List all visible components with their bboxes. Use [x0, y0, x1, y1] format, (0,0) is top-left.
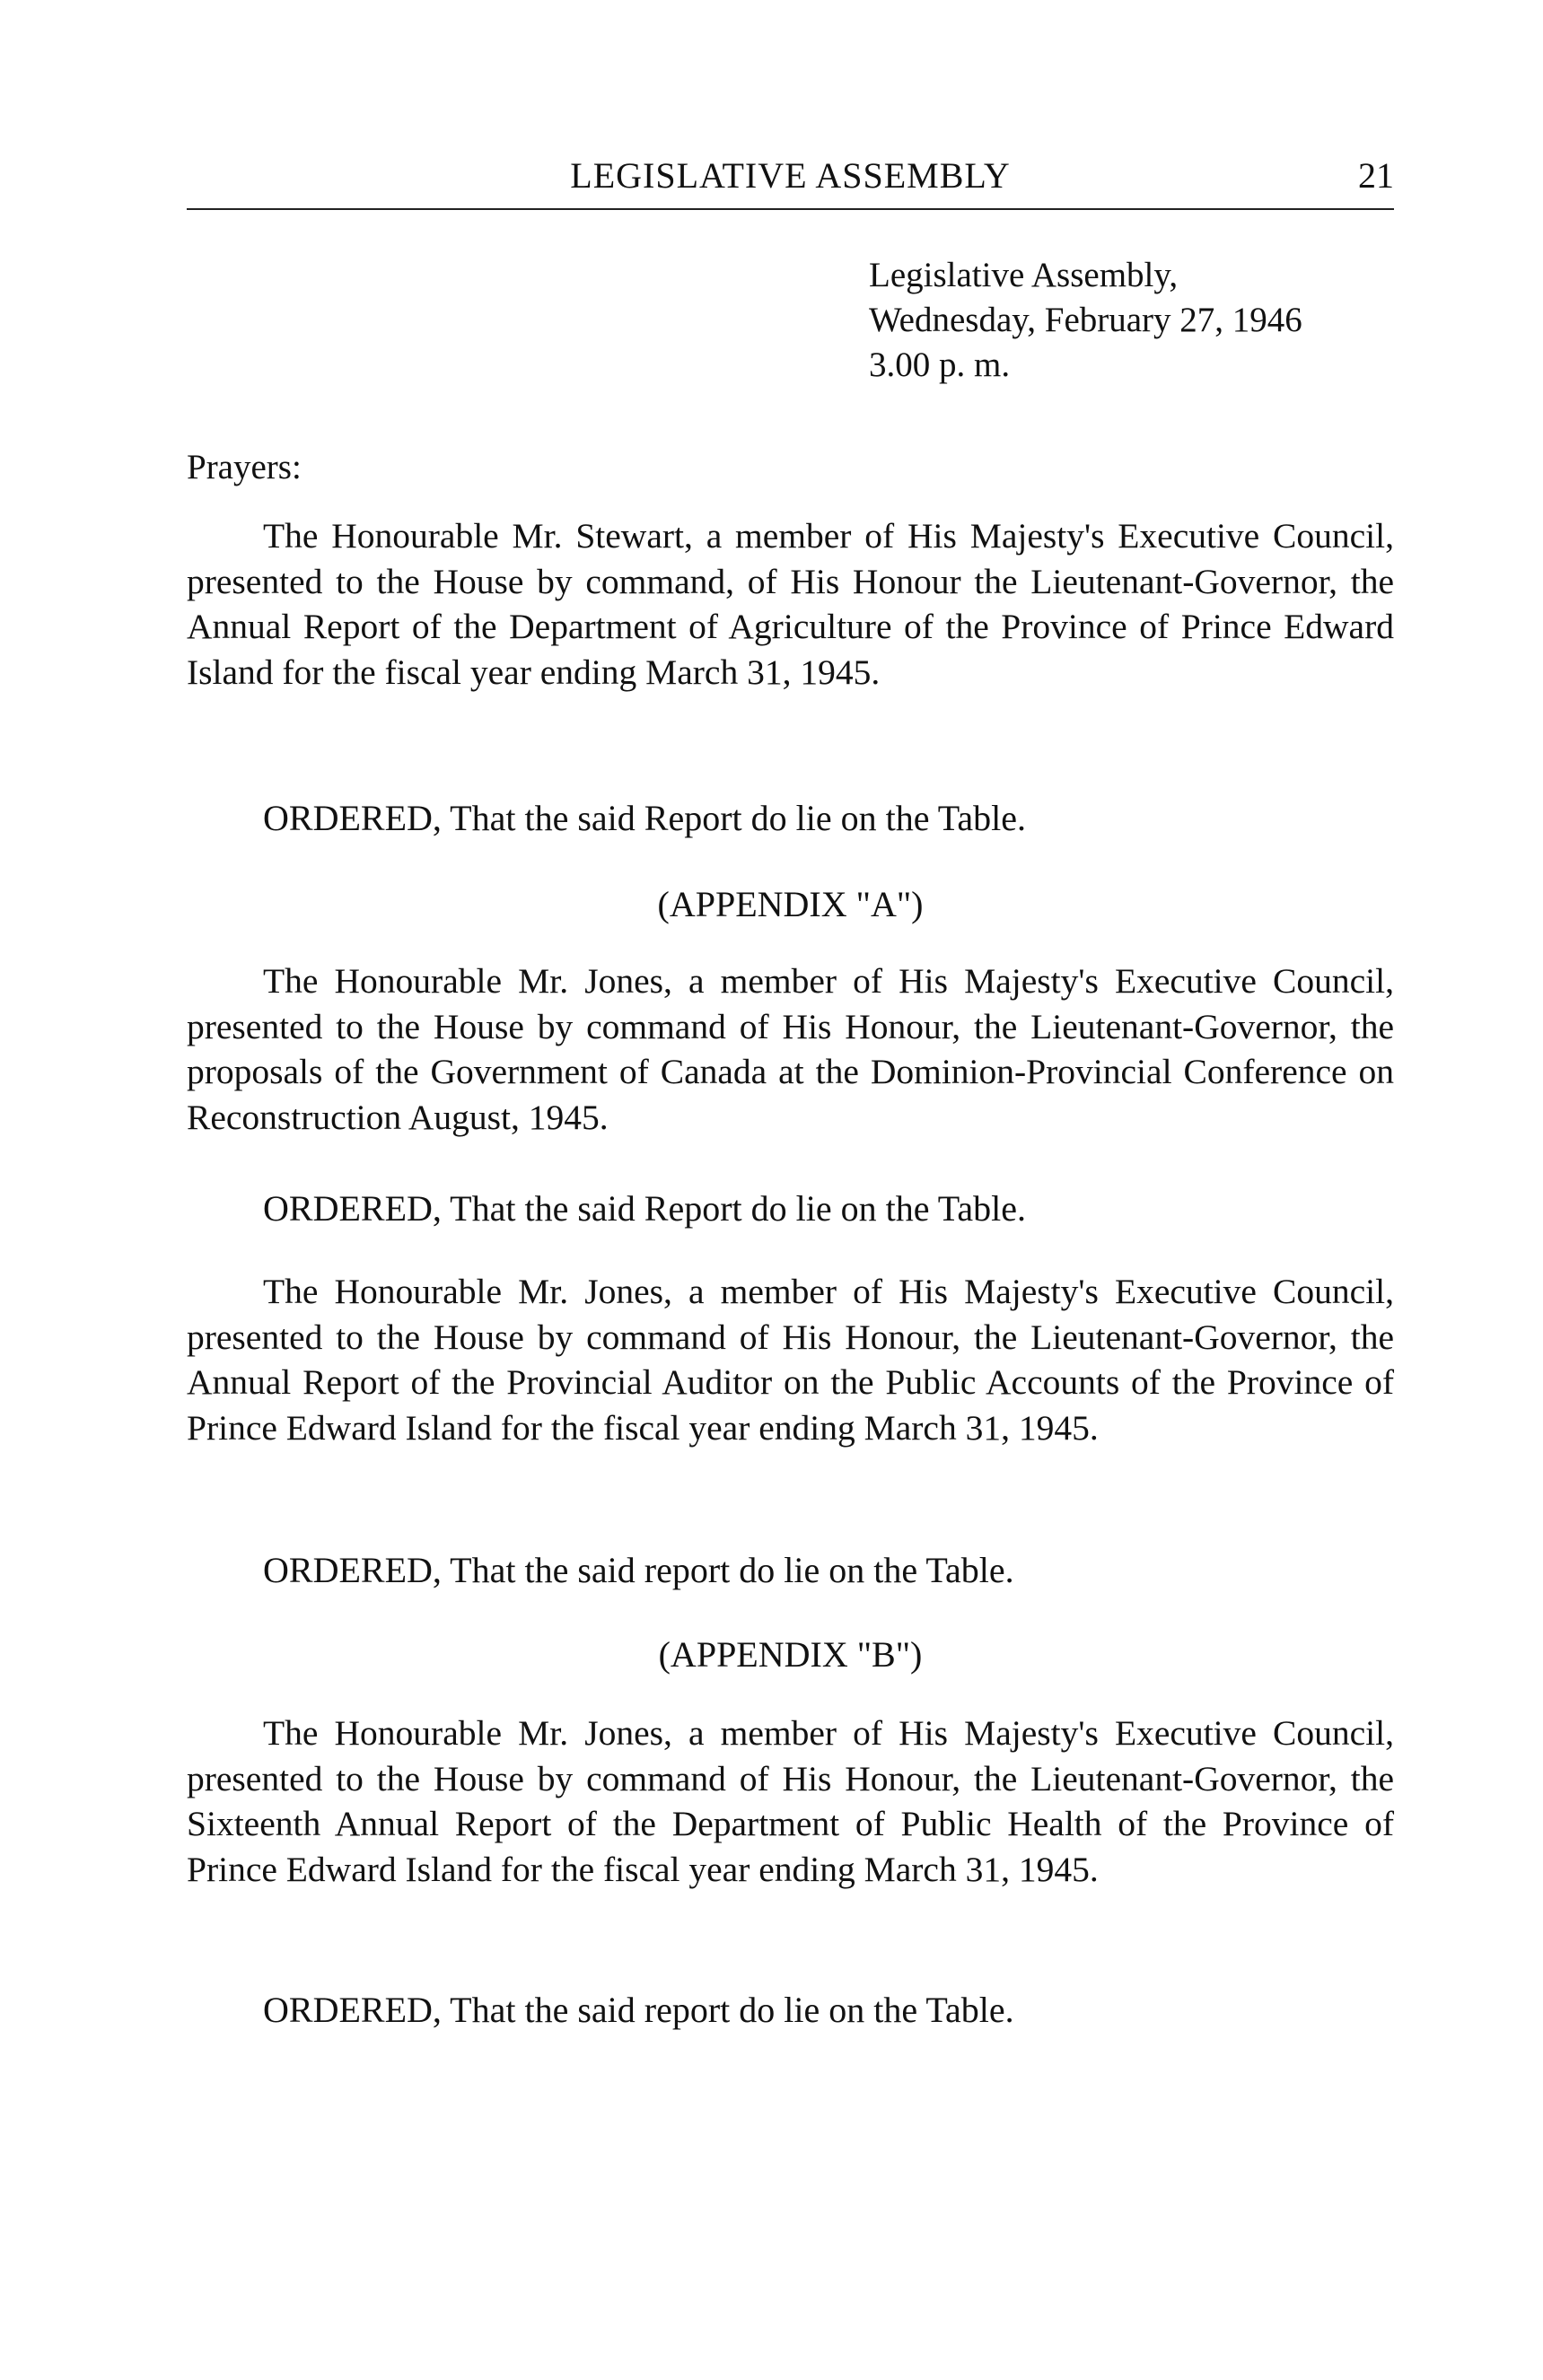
running-title: LEGISLATIVE ASSEMBLY — [570, 155, 1011, 196]
proceeding-paragraph: The Honourable Mr. Jones, a member of His Majesty's Executive Council, presented to the House by command of His Honour, the Lieutenant-Governor, the proposals of the Government of Canada at the Dominion-Provincial Conference on Reconstruction August, 1945. — [187, 961, 1394, 1137]
dateline-assembly: Legislative Assembly, — [869, 256, 1179, 294]
ordered-line: ORDERED, That the said report do lie on the Table. — [263, 1990, 1014, 2030]
appendix-heading: (APPENDIX "A") — [657, 884, 924, 924]
ordered-line: ORDERED, That the said report do lie on the Table. — [263, 1550, 1014, 1590]
ordered-line: ORDERED, That the said Report do lie on the Table. — [263, 1188, 1027, 1229]
proceeding-paragraph: The Honourable Mr. Stewart, a member of His Majesty's Executive Council, presented to the House by command, of His Honour the Lieutenant-Governor, the Annual Report of the Department of Agriculture of the Province of Prince Edward Island for the fiscal year ending March 31, 1945. — [187, 516, 1394, 692]
ordered-line: ORDERED, That the said Report do lie on the Table. — [263, 798, 1027, 838]
dateline-time: 3.00 p. m. — [869, 346, 1011, 384]
proceeding-paragraph: The Honourable Mr. Jones, a member of His Majesty's Executive Council, presented to the House by command of His Honour, the Lieutenant-Governor, the Annual Report of the Provincial Auditor on the Public Accounts of the Province of Prince Edward Island for the fiscal year ending March 31, 1945. — [187, 1272, 1394, 1448]
proceeding-paragraph: The Honourable Mr. Jones, a member of His Majesty's Executive Council, presented to the House by command of His Honour, the Lieutenant-Governor, the Sixteenth Annual Report of the Department of Public Health of the Province of Prince Edward Island for the fiscal year ending March 31, 1945. — [187, 1713, 1394, 1889]
prayers-heading: Prayers: — [187, 448, 302, 486]
running-head — [187, 154, 1394, 197]
appendix-heading: (APPENDIX "B") — [658, 1634, 923, 1675]
header-rule — [187, 208, 1394, 210]
dateline-date: Wednesday, February 27, 1946 — [869, 301, 1302, 339]
page-number: 21 — [1358, 155, 1394, 196]
dateline — [869, 253, 1302, 388]
